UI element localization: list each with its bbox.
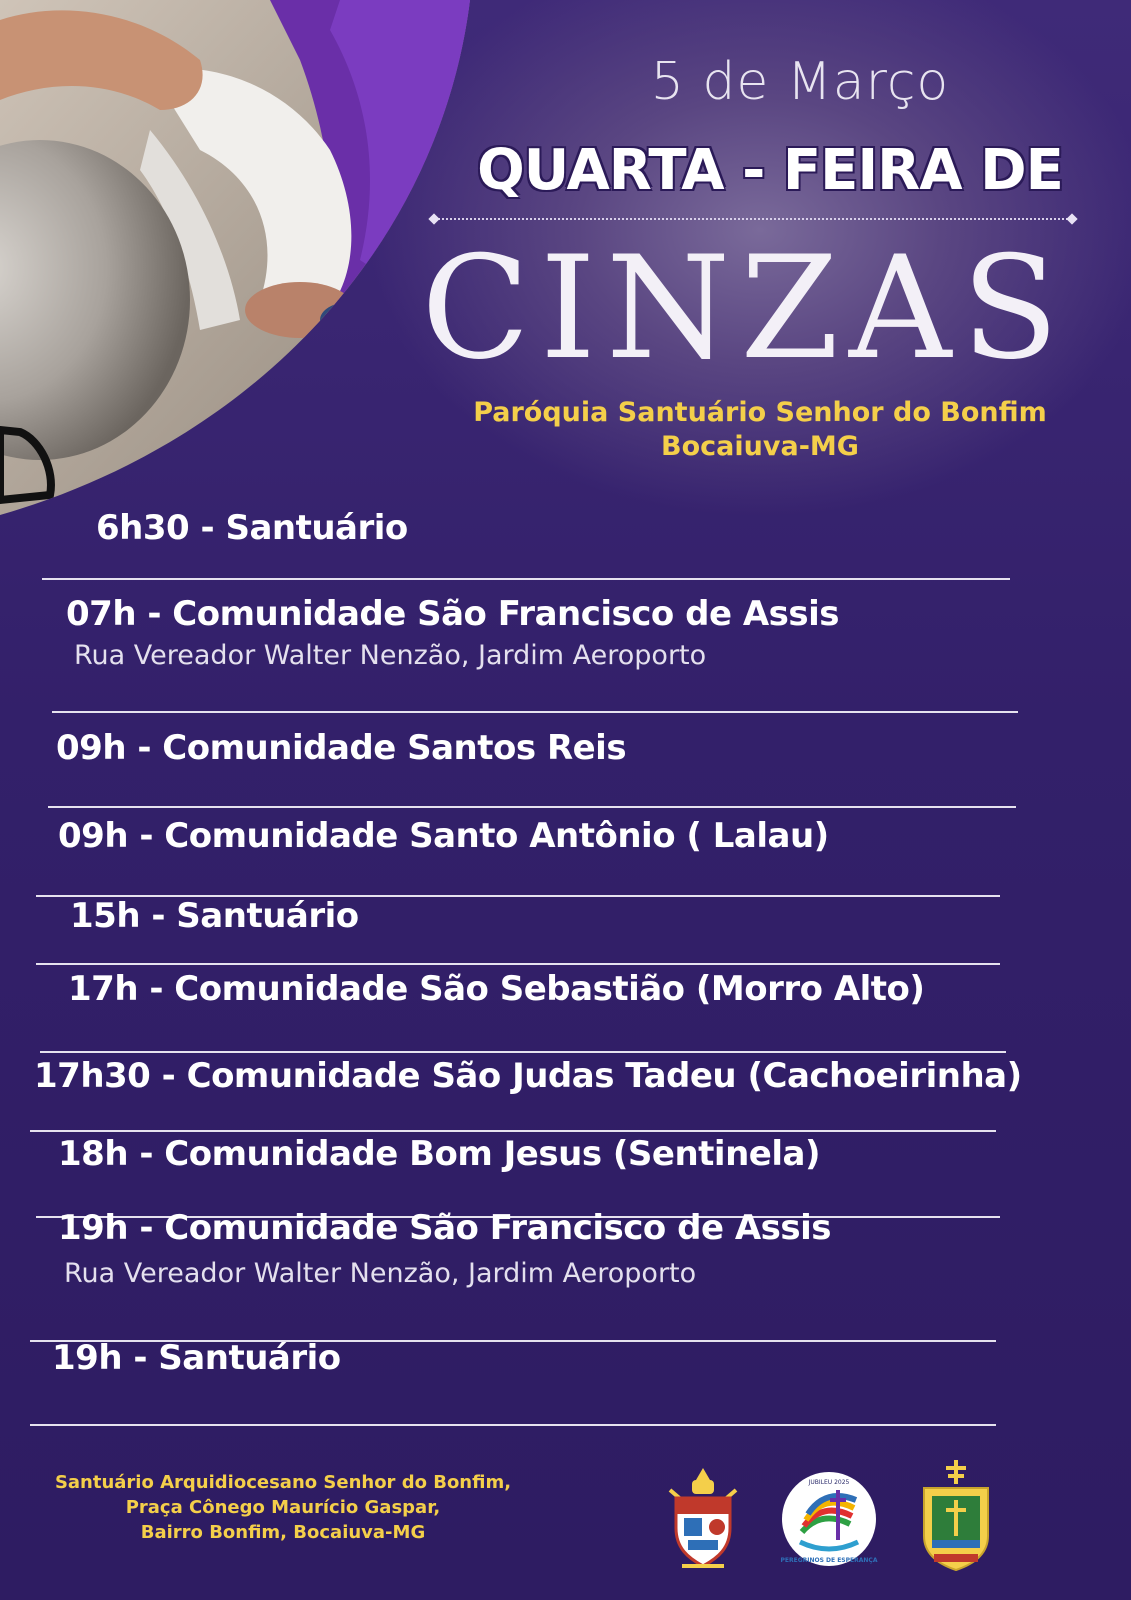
schedule-address: Rua Vereador Walter Nenzão, Jardim Aeroporto [64, 1258, 697, 1289]
schedule-item-9 [58, 1208, 831, 1289]
schedule-time-place: 09h - Comunidade Santos Reis [56, 728, 627, 768]
schedule-time-place: 6h30 - Santuário [96, 508, 408, 548]
event-date: 5 de Março [650, 52, 950, 112]
separator-line [30, 1424, 996, 1426]
sanctuary-address [48, 1470, 518, 1545]
schedule-time-place: 18h - Comunidade Bom Jesus (Sentinela) [58, 1134, 820, 1174]
ash-imposition-photo [0, 0, 480, 520]
separator-line [36, 963, 1000, 965]
separator-line [30, 1130, 996, 1132]
schedule-item-10 [52, 1338, 341, 1378]
jubilee-bottom-text: PEREGRINOS DE ESPERANÇA [780, 1557, 878, 1564]
event-title: CINZAS [421, 226, 1069, 391]
schedule-time-place: 19h - Comunidade São Francisco de Assis [58, 1208, 832, 1248]
separator-line [40, 1051, 1006, 1053]
schedule-item-1 [96, 508, 408, 548]
separator-line [48, 806, 1016, 808]
schedule-time-place: 19h - Santuário [52, 1338, 341, 1378]
schedule-time-place: 09h - Comunidade Santo Antônio ( Lalau) [58, 816, 829, 856]
schedule-item-3 [56, 728, 626, 768]
separator-line [52, 711, 1018, 713]
decorative-divider [438, 218, 1068, 220]
schedule-item-6 [68, 969, 924, 1009]
schedule-time-place: 07h - Comunidade São Francisco de Assis [66, 594, 840, 634]
parish-name [440, 396, 1080, 464]
event-subtitle: QUARTA - FEIRA DE [477, 138, 1063, 203]
schedule-item-4 [58, 816, 829, 856]
jubilee-2025-logo-icon [780, 1470, 878, 1568]
parish-line-1: Paróquia Santuário Senhor do Bonfim [473, 397, 1047, 428]
parish-line-2: Bocaiuva-MG [661, 431, 859, 462]
archdiocese-coat-of-arms-icon [662, 1466, 744, 1574]
schedule-item-2 [66, 594, 839, 671]
jubilee-top-text: JUBILEU 2025 [808, 1479, 850, 1486]
separator-line [42, 578, 1010, 580]
address-line-2: Praça Cônego Maurício Gaspar, [125, 1497, 441, 1518]
schedule-address: Rua Vereador Walter Nenzão, Jardim Aeroporto [74, 640, 707, 671]
sanctuary-emblem-icon [918, 1460, 994, 1574]
schedule-time-place: 15h - Santuário [70, 896, 359, 936]
schedule-item-5 [70, 896, 359, 936]
schedule-item-8 [58, 1134, 820, 1174]
schedule-item-7 [34, 1056, 1022, 1096]
address-line-3: Bairro Bonfim, Bocaiuva-MG [140, 1522, 426, 1543]
schedule-time-place: 17h30 - Comunidade São Judas Tadeu (Cachoeirinha) [34, 1056, 1022, 1096]
schedule-time-place: 17h - Comunidade São Sebastião (Morro Alto) [68, 969, 925, 1009]
address-line-1: Santuário Arquidiocesano Senhor do Bonfim, [54, 1472, 512, 1493]
